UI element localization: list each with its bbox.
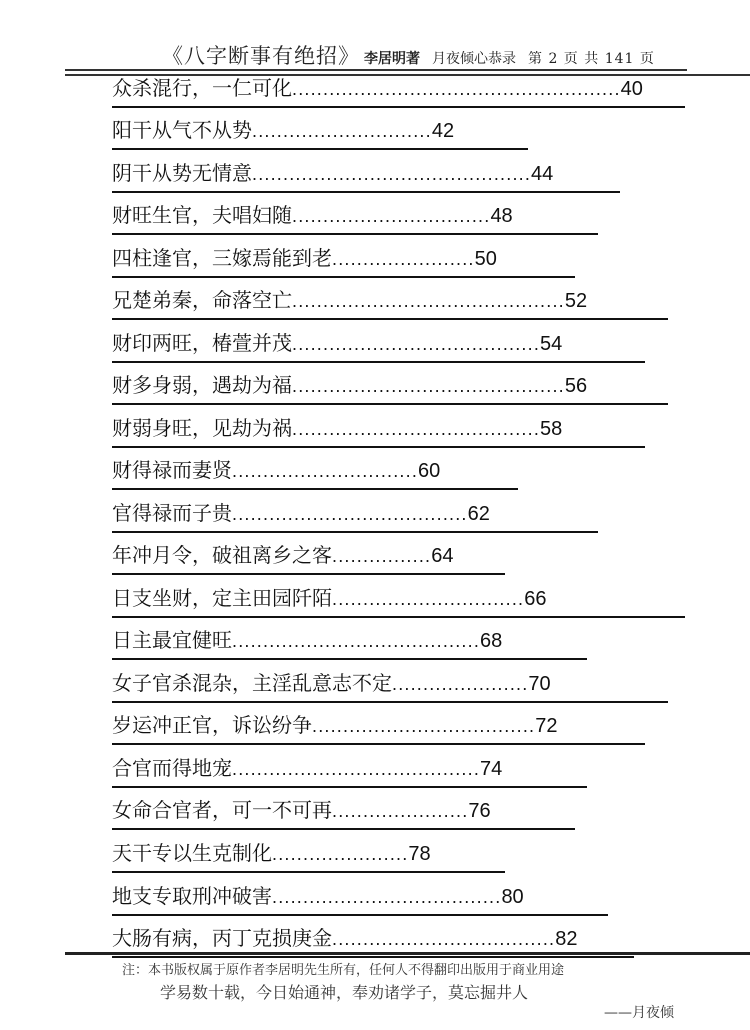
toc-leader-dots: ....................... [332, 249, 475, 269]
toc-entry-title: 财印两旺，椿萱并茂 [112, 333, 292, 355]
toc-entry-title: 日主最宜健旺 [112, 630, 232, 652]
toc-entry[interactable] [112, 543, 505, 575]
author-name: 李居明著 [364, 51, 420, 67]
toc-leader-dots: ............................................ [292, 291, 565, 311]
toc-entry-title: 财旺生官，夫唱妇随 [112, 205, 292, 227]
toc-page-number: 76 [468, 800, 491, 822]
toc-entry[interactable] [112, 118, 528, 150]
toc-entry-title: 日支坐财，定主田园阡陌 [112, 588, 332, 610]
copyright-note: 注：本书版权属于原作者李居明先生所有，任何人不得翻印出版用于商业用途 [122, 963, 565, 978]
toc-page-number: 44 [531, 163, 554, 185]
page-header [0, 40, 750, 70]
toc-entry[interactable] [112, 458, 518, 490]
toc-entry[interactable] [112, 246, 575, 278]
toc-entry-title: 财多身弱，遇劫为福 [112, 375, 292, 397]
toc-entry[interactable] [112, 161, 620, 193]
toc-leader-dots: .................................... [332, 929, 556, 949]
toc-page-number: 72 [535, 715, 558, 737]
toc-entry-title: 大肠有病，丙丁克损庚金 [112, 928, 332, 950]
toc-page-number: 42 [431, 120, 455, 142]
toc-page-number: 74 [480, 758, 503, 780]
toc-entry-title: 财得禄而妻贤 [112, 460, 232, 482]
toc-entry[interactable] [112, 501, 598, 533]
toc-page-number: 78 [408, 843, 431, 865]
toc-entry[interactable] [112, 586, 685, 618]
toc-page-number: 80 [501, 886, 524, 908]
toc-entry[interactable] [112, 884, 608, 916]
toc-entry-title: 财弱身旺，见劫为祸 [112, 418, 292, 440]
toc-entry[interactable] [112, 331, 645, 363]
toc-entry-title: 四柱逢官，三嫁焉能到老 [112, 248, 332, 270]
toc-entry-title: 合官而得地宠 [112, 758, 232, 780]
toc-page-number: 50 [474, 248, 497, 270]
toc-entry[interactable] [112, 671, 668, 703]
toc-entry[interactable] [112, 76, 685, 108]
toc-entry-title: 女子官杀混杂，主淫乱意志不定 [112, 673, 392, 695]
footer-motto: 学易数十载，今日始通神，奉劝诸学子，莫忘掘井人 [160, 983, 529, 1002]
toc-entry-title: 众杀混行，一仁可化 [112, 78, 292, 100]
toc-leader-dots: ........................................ [232, 759, 481, 779]
toc-leader-dots: ................ [332, 546, 432, 566]
toc-entry-title: 年冲月令，破祖离乡之客 [112, 545, 332, 567]
toc-entry-title: 阳干从气不从势 [112, 120, 252, 142]
header-text [162, 40, 655, 70]
page-info: 第 2 页 共 141 页 [528, 51, 655, 67]
toc-page-number: 40 [620, 78, 643, 100]
footer-signature: ——月夜倾 [604, 1005, 674, 1021]
toc-page-number: 48 [490, 205, 513, 227]
toc-page-number: 70 [528, 673, 551, 695]
book-title: 《八字断事有绝招》 [162, 44, 360, 68]
toc-page-number: 52 [564, 290, 588, 312]
toc-entry[interactable] [112, 416, 645, 448]
toc-leader-dots: ........................................ [292, 419, 541, 439]
toc-leader-dots: ............................... [332, 589, 525, 609]
header-rule-short [65, 69, 687, 71]
toc-page-number: 82 [555, 928, 578, 950]
toc-leader-dots: ........................................ [232, 631, 481, 651]
toc-entry-title: 岁运冲正官，诉讼纷争 [112, 715, 312, 737]
toc-entry-title: 官得禄而子贵 [112, 503, 232, 525]
toc-entry[interactable] [112, 373, 668, 405]
toc-entry[interactable] [112, 288, 668, 320]
toc-page-number: 60 [418, 460, 441, 482]
toc-page-number: 56 [564, 375, 588, 397]
footer-rule [65, 952, 750, 955]
toc-entry-title: 女命合官者，可一不可再 [112, 800, 332, 822]
toc-entry[interactable] [112, 798, 575, 830]
toc-entry[interactable] [112, 203, 598, 235]
toc-page-number: 68 [480, 630, 503, 652]
toc-leader-dots: ................................ [292, 206, 491, 226]
toc-leader-dots: ............................. [252, 121, 432, 141]
toc-page-number: 54 [540, 333, 563, 355]
toc-leader-dots: ............................................. [252, 164, 532, 184]
toc-leader-dots: ...................... [392, 674, 529, 694]
toc-leader-dots: ...................... [332, 801, 469, 821]
toc-entry-title: 阴干从势无情意 [112, 163, 252, 185]
toc-entry-title: 兄楚弟秦，命落空亡 [112, 290, 292, 312]
toc-leader-dots: .............................. [232, 461, 419, 481]
toc-entry[interactable] [112, 628, 587, 660]
toc-leader-dots: ..................................... [272, 887, 502, 907]
toc-page-number: 64 [431, 545, 454, 567]
toc-page-number: 62 [467, 503, 490, 525]
toc-page-number: 66 [524, 588, 547, 610]
toc-page-number: 58 [540, 418, 563, 440]
toc-leader-dots: ..................................................... [292, 79, 621, 99]
toc-entry-title: 天干专以生克制化 [112, 843, 272, 865]
toc-leader-dots: ...................................... [232, 504, 468, 524]
toc-leader-dots: ........................................ [292, 334, 541, 354]
toc-entry-title: 地支专取刑冲破害 [112, 886, 272, 908]
recorder-credit: 月夜倾心恭录 [432, 51, 516, 67]
toc-leader-dots: ............................................ [292, 376, 565, 396]
toc-entry[interactable] [112, 713, 645, 745]
toc-entry[interactable] [112, 756, 587, 788]
toc-leader-dots: .................................... [312, 716, 536, 736]
toc-entry[interactable] [112, 841, 505, 873]
toc-leader-dots: ...................... [272, 844, 409, 864]
